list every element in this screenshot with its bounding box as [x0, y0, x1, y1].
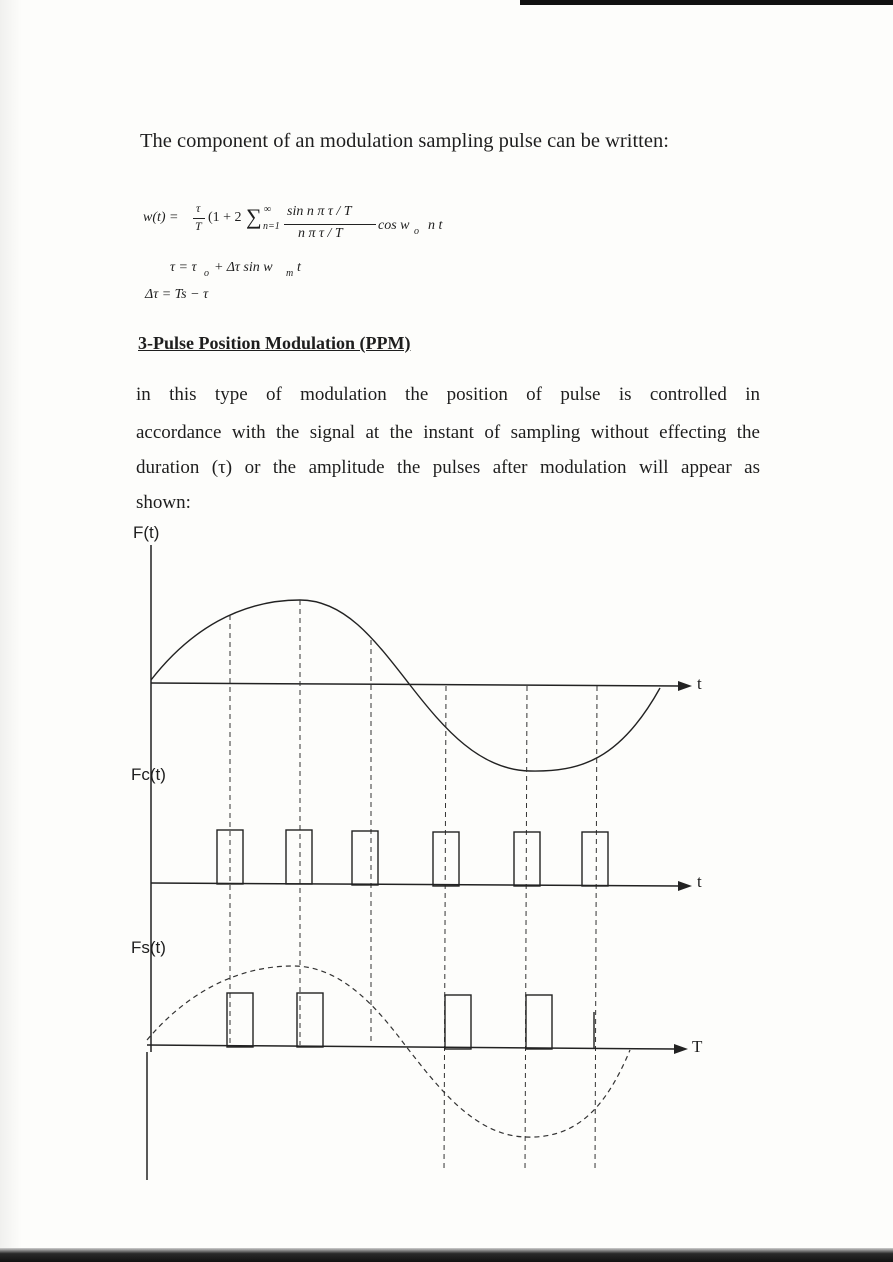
carrier-pulse-3 — [352, 831, 378, 885]
eq1-lhs: w(t) = — [143, 210, 179, 225]
paragraph-line-2: accordance with the signal at the instant of sampling without effecting the — [136, 422, 760, 443]
eq1-tail: cos w — [378, 218, 410, 233]
carrier-pulse-2 — [286, 830, 312, 884]
eq1-tail-end: n t — [428, 218, 443, 233]
axis-label-t3: T — [692, 1037, 703, 1056]
ppm-pulses — [227, 993, 552, 1049]
ppm-pulse-3 — [445, 995, 471, 1049]
section-heading: 3-Pulse Position Modulation (PPM) — [138, 333, 411, 353]
eq1-coeff-num: τ — [196, 201, 201, 215]
eq1-coeff-den: T — [195, 219, 202, 233]
ppm-pulse-4 — [526, 995, 552, 1049]
ppm-pulse-1 — [227, 993, 253, 1047]
paragraph-line-1: in this type of modulation the position of pulse is controlled in — [136, 384, 760, 405]
ppm-pulse-2 — [297, 993, 323, 1047]
fst-modulating-curve — [147, 966, 630, 1137]
eq2-end: t — [297, 260, 301, 275]
fst-axis-arrow — [674, 1044, 688, 1054]
paragraph-line-4: shown: — [136, 492, 191, 513]
axis-label-t2: t — [697, 872, 702, 891]
eq2-main: τ = τ — [170, 260, 197, 275]
eq1-frac-num: sin n π τ / T — [287, 204, 352, 219]
eq1-frac-den: n π τ / T — [298, 226, 343, 241]
eq1-tail-sub: o — [414, 226, 419, 237]
carrier-pulse-6 — [582, 832, 608, 886]
eq2-sub: o — [204, 268, 209, 279]
eq1-paren: (1 + 2 — [208, 210, 242, 225]
label-ft: F(t) — [133, 523, 160, 542]
paragraph-line-3: duration (τ) or the amplitude the pulses after modulation will appear as — [136, 457, 760, 478]
eq1-sum-lower: n=1 — [263, 221, 280, 232]
dashed-line-5 — [525, 686, 527, 1172]
axis-label-t1: t — [697, 674, 702, 693]
ft-axis-arrow — [678, 681, 692, 691]
dashed-line-4 — [444, 686, 446, 1172]
eq2-rest: + Δτ sin w — [214, 260, 273, 275]
carrier-pulse-5 — [514, 832, 540, 886]
eq1-sum-upper: ∞ — [264, 204, 272, 215]
carrier-pulses — [217, 830, 608, 886]
carrier-pulse-1 — [217, 830, 243, 884]
eq2-sub2: m — [286, 268, 294, 279]
label-fst: Fs(t) — [131, 938, 166, 957]
label-fct: Fc(t) — [131, 765, 166, 784]
fct-axis-arrow — [678, 881, 692, 891]
ft-axis-line — [151, 683, 680, 686]
equation-3: Δτ = Ts − τ — [145, 287, 209, 302]
eq1-sum: ∑ — [246, 204, 262, 229]
carrier-pulse-4 — [433, 832, 459, 886]
intro-text: The component of an modulation sampling pulse can be written: — [140, 130, 669, 152]
